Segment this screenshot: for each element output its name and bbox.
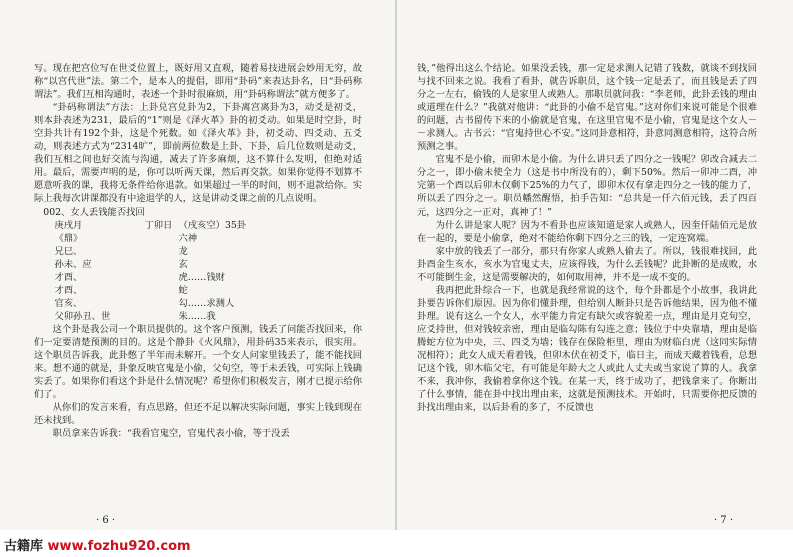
hexagram-row: [54, 271, 362, 284]
hexagram-row: [54, 284, 362, 297]
hexagram-six-god: 蛇: [178, 284, 188, 296]
hexagram-month: 庚戌月: [54, 219, 83, 231]
hexagram-six-god: 六神: [178, 232, 198, 244]
paragraph: 职员拿来告诉我：“我看官鬼空，官鬼代表小偷，等于没丢: [52, 428, 290, 440]
paragraph: 家中放的钱丢了一部分，那只有你家人或熟人偷去了。所以，钱很难找回，此卦酉金生亥水，亥水为官鬼丈夫，应该得钱，为什么丢钱呢？此卦断的是成败，水不可能倒生金，这是需要解决的，如何取用神，并不是一成不变的。: [417, 245, 757, 283]
paragraph: 写。现在把宫位写在世爻位置上，既好用又直观，随着易技进展会妙用无穷，故称“以宫代世”法。第二个，是本人的提倡，即用“卦码”来表达卦名，日“卦码称谓法”。我们互相沟通时，表述一个卦时很麻烦，用“卦码称谓法”就方便多了。: [34, 63, 362, 101]
paragraph: 我再把此卦综合一下，也就是我经常说的这个，每个卦都是个小故事，我讲此卦要告诉你们原因。因为你们懂卦理，但给别人断卦只是告诉他结果，因为他不懂卦理。说有这么一个女人，水平能力肯定有缺欠或容貌差一点，理由是月克旬空，应爻持世，但对钱较亲密，理由是临勾陈有勾连之意；钱位于中央靠墙，理由是临腾蛇方位为中央，三、四爻为墙；钱存在保险柜里，理由为财临白虎（这同实际情况相符）；此女人成天看着钱，但卯木伏在初爻下，临日主，而成天藏着钱看，总想记这个钱，卯木临父宅，有可能是年龄大之人或此人丈夫或当家说了算的人。我拿不来，我冲你，我偷着拿你这个钱。在某一天，终于成功了，把钱拿来了。你断出了什么事情，能在卦中找出理由来，这就是预测技术。开始时，只需要你把反馈的卦找出理由来，以后卦看的多了，不反馈也: [417, 284, 757, 414]
hexagram-row: [54, 310, 362, 323]
hexagram-line-mark: [144, 258, 178, 271]
site-name: 古籍库: [4, 539, 44, 554]
hexagram-line-label: 《鼎》: [54, 232, 83, 244]
hexagram-line-label: 才酉、: [54, 284, 83, 296]
hexagram-six-god: 玄: [178, 258, 188, 270]
paragraph: “卦码称谓法”方法：上卦兑宫兑卦为2，下卦离宫离卦为3，动爻是初爻，则本卦表述为231，最后的“1”则是《泽火革》卦的初爻动。如果是时空卦，时空卦共计有192个卦，这是个死数。如《泽火革》卦，初爻动、四爻动、五爻动，则表述方式为“2314旷”，即前两位数是上卦、下卦，后几位数则是动爻，我们互相之间也好交流与沟通，减去了许多麻烦，这不算什么发明，但绝对适用。最后，需要声明的是，你可以听两天课，然后再交款。如果你觉得不划算不愿意听我的课，我将无条件给你退款。如果超过一半的时间，则不退款给你。实际上我每次讲课都没有中途退学的人，这是讲动爻课之前的几点说明。: [34, 102, 362, 205]
site-url: www.fozhu920.com: [47, 539, 191, 554]
paragraph: 这个卦是我公司一个职员提供的。这个客户预测，钱丢了问能否找回来，你们一定要清楚预测的目的。这是个静卦《火风鼎》，用卦码35来表示，很实用。这个职员告诉我，此卦憋了半年而未解开。一个女人问家里钱丢了，能不能找回来。想不通的就是，卦象反映官鬼是小偷，父旬空，等于未丢钱，可实际上钱确实丢了。如果你们看这个卦是什么情况呢？希望你们积极发言，刚才已提示给你们了。: [34, 323, 362, 401]
hexagram-row: [54, 297, 362, 310]
case-title: 002、女人丢钱能否找回: [43, 206, 145, 218]
left-page-text: [34, 62, 362, 440]
hexagram-six-god: 龙: [178, 245, 188, 257]
hexagram-table: [54, 219, 362, 323]
hexagram-line-mark: [144, 297, 178, 310]
site-watermark: [4, 535, 191, 554]
right-page: [397, 0, 793, 530]
hexagram-date-row: [54, 219, 362, 232]
hexagram-line-mark: [144, 310, 178, 323]
paragraph: 从你们的发言来看，有点思路，但还不足以解决实际问题，事实上钱到现在还未找到。: [34, 402, 362, 427]
hexagram-six-god: 勾……求测人: [178, 297, 235, 309]
hexagram-line-mark: [144, 271, 178, 284]
hexagram-row: [54, 258, 362, 271]
hexagram-line-label: 孙未、应: [54, 258, 92, 270]
paragraph: 官鬼不是小偷，而卯木是小偷。为什么讲只丢了四分之一钱呢？卯改合减去二分之一，即小偷未使全力（这是书中所没有的），剩下50%。然后一卯冲二酉，冲完第一个酉以后卯木仅剩下25%的力气了，即卯木仅有拿走四分之一钱的能力了，所以丢了四分之一。职员幡然醒悟，拍手告知：“总共是一仟六佰元钱，丢了四百元，这四分之一正对，真神了！”: [417, 154, 757, 218]
right-page-text: [417, 62, 757, 414]
hexagram-line-mark: [144, 245, 178, 258]
hexagram-six-god: 朱……我: [178, 310, 216, 322]
paragraph: 为什么讲是家人呢？因为不看卦也应该知道是家人或熟人，因奎仟陆佰元是放在一起的，要是小偷拿，绝对不能给你剩下四分之三的钱，一定连窝端。: [417, 219, 757, 244]
hexagram-line-label: 官亥、: [54, 297, 83, 309]
page-number: · 6 ·: [96, 515, 116, 526]
hexagram-line-mark: [144, 232, 178, 245]
hexagram-line-label: 才酉、: [54, 271, 83, 283]
paragraph: 钱，”他得出这么个结论。如果没丢钱，那一定是求测人记错了钱数，就谈不到找回与找不回来之说。我看了看卦，就告诉职员，这个钱一定是丢了，而且钱是丢了四分之一左右，偷钱的人是家里人或熟人。那职员就问我：“李老师，此卦丢钱的理由或道理在什么？”我就对他讲：“此卦的小偷不是官鬼。”这对你们来说可能是个很难的问题，古书留传下来的小偷就是官鬼，在这里官鬼不是小偷，官鬼是这个女人－－求测人。古书云：“官鬼持世心不安。”这同卦意相符，卦意同测意相符，这符合所预测之事。: [417, 63, 757, 153]
hexagram-row: [54, 245, 362, 258]
watermark-footer: [0, 530, 793, 557]
hexagram-day: 丁卯日: [144, 219, 173, 231]
hexagram-six-god: 虎……钱财: [178, 271, 225, 283]
page-number: · 7 ·: [713, 515, 733, 526]
hexagram-line-mark: [144, 284, 178, 297]
hexagram-line-label: 父卯孙丑、世: [54, 310, 111, 322]
hexagram-line-label: 兄巳、: [54, 245, 83, 257]
hexagram-kong: （戌亥空）35卦: [178, 219, 247, 231]
hexagram-row: [54, 232, 362, 245]
left-page: [0, 0, 396, 530]
